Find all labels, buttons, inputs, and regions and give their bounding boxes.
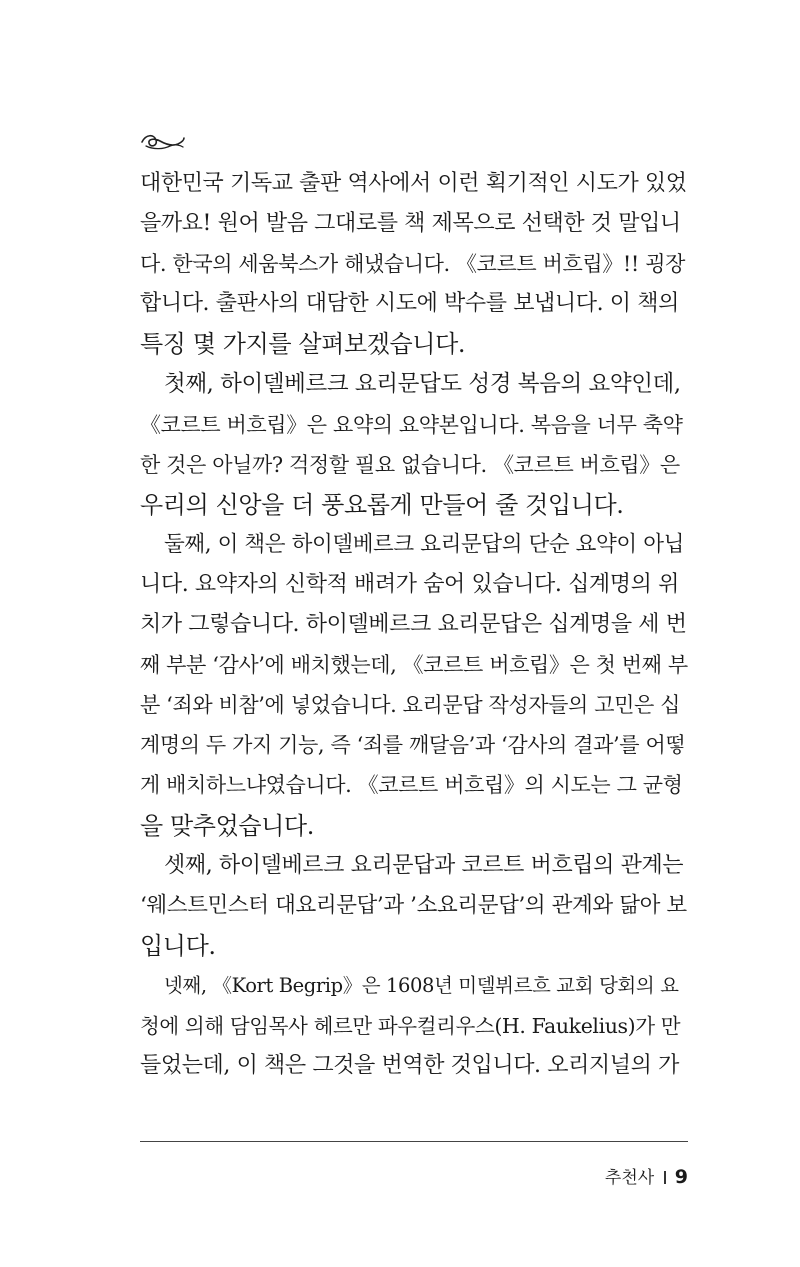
page-number: 9 <box>674 1166 688 1188</box>
text-line: 합니다. 출판사의 대담한 시도에 박수를 보냅니다. 이 책의 <box>140 291 679 317</box>
text-line: 우리의 신앙을 더 풍요롭게 만들어 줄 것입니다. <box>140 490 624 519</box>
text-line: 대한민국 기독교 출판 역사에서 이런 획기적인 시도가 있었 <box>140 171 687 196</box>
footer-divider <box>140 1141 688 1142</box>
text-line: ‘웨스트민스터 대요리문답’과 ’소요리문답’의 관계와 닮아 보 <box>140 892 687 918</box>
text-line: 한 것은 아닐까? 걱정할 필요 없습니다. 《코르트 버흐립》은 <box>140 452 680 477</box>
text-line: 을 맞추었습니다. <box>140 811 314 840</box>
paragraph-first-line: 셋째, 하이델베르크 요리문답과 코르트 버흐립의 관계는 <box>164 852 684 878</box>
text-line: 특징 몇 가지를 살펴보겠습니다. <box>140 330 466 359</box>
text-line: 분 ‘죄와 비참’에 넣었습니다. 요리문답 작성자들의 고민은 십 <box>140 693 681 718</box>
paragraph-first-line: 첫째, 하이델베르크 요리문답도 성경 복음의 요약인데, <box>164 371 681 398</box>
paragraph-first-line: 넷째, 《Kort Begrip》은 1608년 미델뷔르흐 교회 당회의 요 <box>164 973 679 997</box>
text-line: 《코르트 버흐립》은 요약의 요약본입니다. 복음을 너무 축약 <box>140 412 683 437</box>
text-line: 을까요! 원어 발음 그대로를 책 제목으로 선택한 것 말입니 <box>140 211 681 237</box>
section-title: 추천사 <box>604 1168 655 1188</box>
text-line: 입니다. <box>140 931 216 960</box>
text-line: 니다. 요약자의 신학적 배려가 숨어 있습니다. 십계명의 위 <box>140 571 679 597</box>
paragraph-first-line: 둘째, 이 책은 하이델베르크 요리문답의 단순 요약이 아닙 <box>164 531 684 557</box>
text-line: 들었는데, 이 책은 그것을 번역한 것입니다. 오리지널의 가 <box>140 1053 679 1079</box>
page-footer <box>605 1165 688 1190</box>
text-line: 청에 의해 담임목사 헤르만 파우컬리우스(H. Faukelius)가 만 <box>140 1013 681 1038</box>
footer-separator <box>664 1171 666 1184</box>
text-line: 다. 한국의 세움북스가 해냈습니다. 《코르트 버흐립》!! 굉장 <box>140 252 685 277</box>
text-line: 째 부분 ‘감사’에 배치했는데, 《코르트 버흐립》은 첫 번째 부 <box>140 653 688 678</box>
swash-ornament-icon <box>140 132 186 152</box>
text-line: 치가 그렇습니다. 하이델베르크 요리문답은 십계명을 세 번 <box>140 612 687 638</box>
text-line: 게 배치하느냐였습니다. 《코르트 버흐립》의 시도는 그 균형 <box>140 773 683 798</box>
body-text <box>140 164 688 1086</box>
text-line: 계명의 두 가지 기능, 즉 ‘죄를 깨달음’과 ‘감사의 결과’를 어떻 <box>140 733 686 758</box>
